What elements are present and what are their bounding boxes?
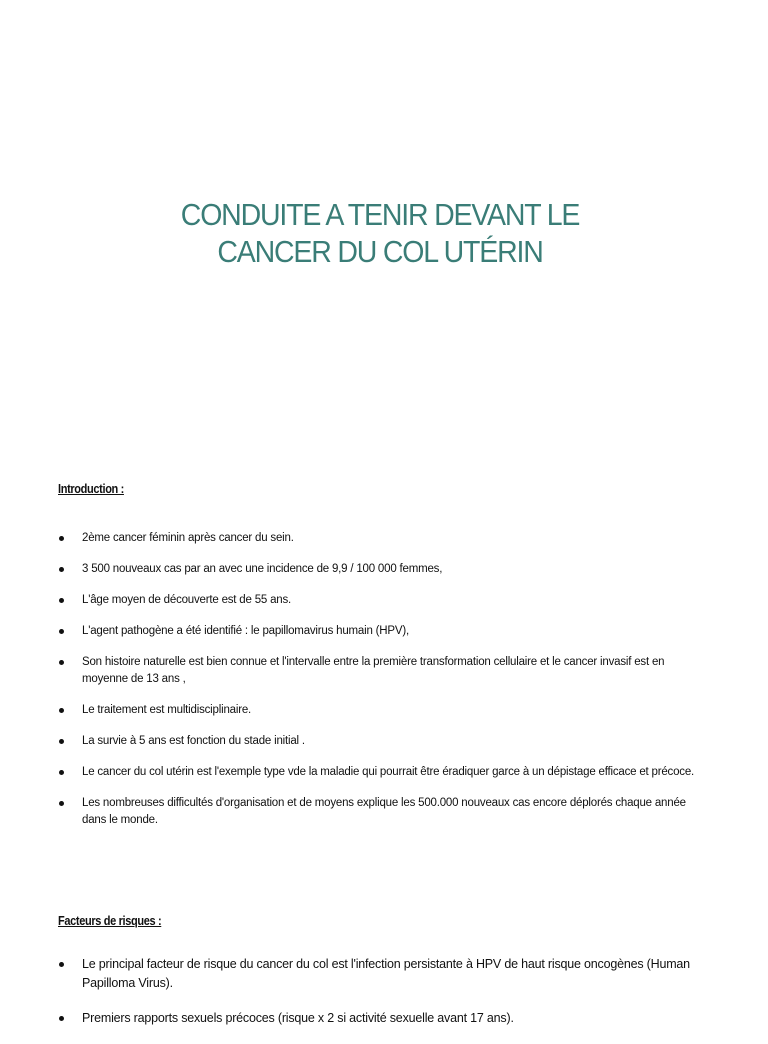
document-title	[30, 196, 729, 270]
bullet-icon	[59, 660, 64, 665]
list-item-text: Le cancer du col utérin est l'exemple type vde la maladie qui pourrait être éradiquer garce à un dépistage efficace et précoce.	[82, 766, 695, 778]
list-item-text: 2ème cancer féminin après cancer du sein.	[82, 532, 294, 544]
list-item	[58, 654, 708, 688]
list-item-text: Le traitement est multidisciplinaire.	[82, 704, 252, 716]
bullet-icon	[59, 801, 64, 806]
bullet-icon	[59, 770, 64, 775]
list-item-text: Son histoire naturelle est bien connue et l'intervalle entre la première transformation cellulaire et le cancer invasif est en moyenne de 13 ans ,	[82, 656, 665, 685]
list-item	[58, 702, 708, 719]
bullet-icon	[59, 962, 64, 967]
bullet-icon	[59, 536, 64, 541]
risk-factors-list	[58, 955, 708, 1044]
list-item	[58, 955, 708, 993]
list-item-text: Les nombreuses difficultés d'organisation et de moyens explique les 500.000 nouveaux cas encore déplorés chaque année dans le monde.	[82, 797, 686, 826]
list-item	[58, 733, 708, 750]
list-item	[58, 623, 708, 640]
list-item	[58, 592, 708, 609]
bullet-icon	[59, 567, 64, 572]
risk-factors-heading: Facteurs de risques :	[58, 914, 162, 928]
list-item	[58, 530, 708, 547]
bullet-icon	[59, 739, 64, 744]
list-item-text: L'agent pathogène a été identifié : le papillomavirus humain (HPV),	[82, 625, 409, 637]
list-item-text: L'âge moyen de découverte est de 55 ans.	[82, 594, 292, 606]
list-item-text: La survie à 5 ans est fonction du stade initial .	[82, 735, 305, 747]
list-item-text: Le principal facteur de risque du cancer du col est l'infection persistante à HPV de haut risque oncogènes (Human Papilloma Virus).	[82, 957, 690, 990]
list-item	[58, 764, 708, 781]
list-item-text: 3 500 nouveaux cas par an avec une incidence de 9,9 / 100 000 femmes,	[82, 563, 443, 575]
list-item	[58, 561, 708, 578]
list-item	[58, 1009, 708, 1028]
introduction-list	[58, 530, 708, 843]
bullet-icon	[59, 1016, 64, 1021]
bullet-icon	[59, 598, 64, 603]
introduction-heading: Introduction :	[58, 482, 124, 496]
list-item-text: Premiers rapports sexuels précoces (risque x 2 si activité sexuelle avant 17 ans).	[82, 1011, 514, 1025]
bullet-icon	[59, 629, 64, 634]
list-item	[58, 795, 708, 829]
bullet-icon	[59, 708, 64, 713]
title-line-2: CANCER DU COL UTÉRIN	[217, 234, 543, 269]
title-line-1: CONDUITE A TENIR DEVANT LE	[180, 197, 580, 232]
